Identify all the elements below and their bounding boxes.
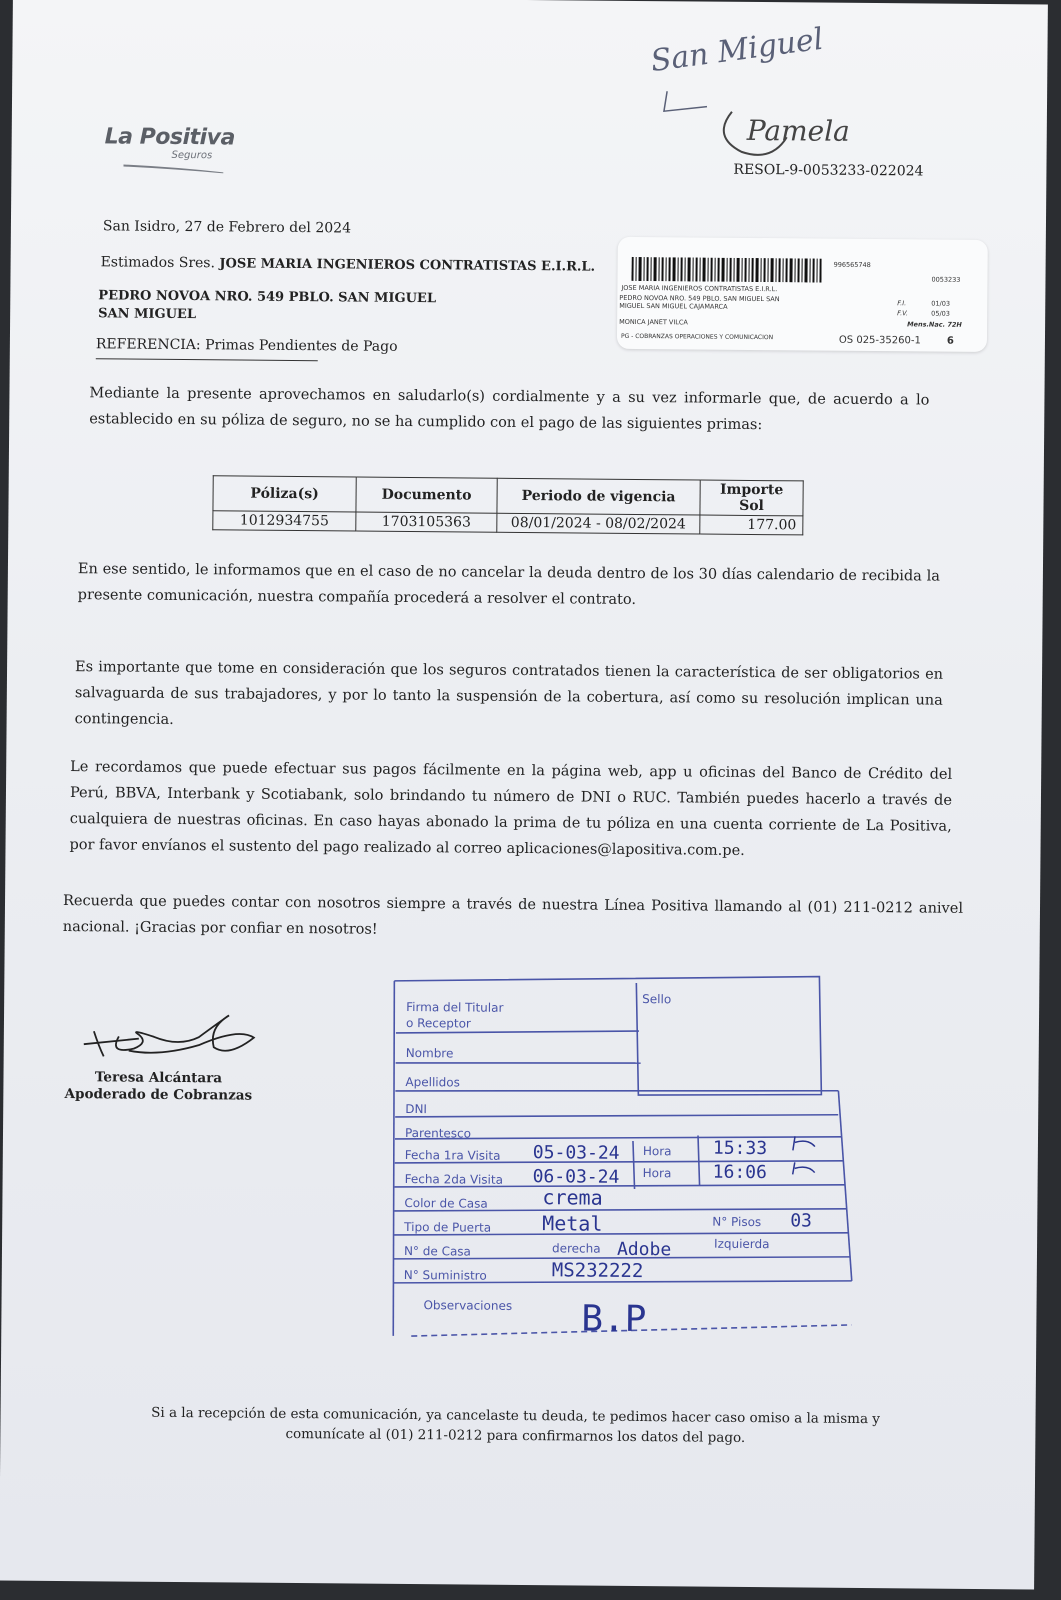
table-header-row [213, 476, 803, 516]
signature-scribble-icon [79, 1006, 260, 1073]
stamp-pisos-label: N° Pisos [712, 1214, 762, 1230]
stamp-apellidos-label: Apellidos [405, 1074, 460, 1090]
handwritten-annotation [611, 21, 912, 174]
table-cell: 1703105363 [356, 512, 497, 532]
barcode-number: 996565748 [833, 260, 871, 270]
addressee-name: JOSE MARIA INGENIEROS CONTRATISTAS E.I.R.L. [219, 256, 596, 275]
reference-line: REFERENCIA: Primas Pendientes de Pago [96, 336, 318, 361]
premiums-table [212, 475, 803, 535]
label-agent: MONICA JANET VILCA [619, 317, 688, 327]
stamp-receptor-label: o Receptor [405, 1015, 471, 1031]
label-address-1: PEDRO NOVOA NRO. 549 PBLO. SAN MIGUEL SAN [619, 293, 780, 304]
letter-date: San Isidro, 27 de Febrero del 2024 [102, 218, 352, 237]
stamp-hora1-value: 15:33 [712, 1137, 768, 1160]
stamp-puerta-value: Metal [542, 1211, 603, 1236]
address-line-2: SAN MIGUEL [98, 306, 197, 323]
table-header: Póliza(s) [213, 476, 356, 512]
paragraph-2: En ese sentido, le informamos que en el caso de no cancelar la deuda dentro de los 30 días calendario de recibida la presente comunicación, nuestra compañía procederá a resolver el contrato. [77, 561, 940, 608]
address-block [98, 287, 436, 326]
table-header: Documento [356, 477, 497, 513]
stamp-fecha2-value: 06-03-24 [532, 1166, 620, 1188]
table-cell: 177.00 [700, 515, 803, 535]
label-os-suffix: 6 [946, 335, 954, 347]
table-row [213, 511, 803, 535]
stamp-suministro-value: MS232222 [551, 1259, 644, 1283]
stamp-fecha1-value: 05-03-24 [532, 1142, 620, 1164]
signer-block [63, 1069, 253, 1105]
stamp-firma-label: Firma del Titular [406, 999, 504, 1015]
stamp-nombre-label: Nombre [405, 1045, 454, 1061]
label-address-2: MIGUEL SAN MIGUEL CAJAMARCA [619, 301, 728, 311]
paragraph-3: Es importante que tome en consideración que los seguros contratados tienen la característica de ser obligatorios en salvaguarda de sus trabajadores, y por lo tanto la suspensión de la cobertura, así como su resolución implican una contingencia. [74, 659, 944, 728]
label-fi-value: 01/03 [931, 299, 951, 308]
barcode-icon [631, 257, 821, 283]
label-fi-label: F.I. [897, 299, 907, 308]
table-cell: 08/01/2024 - 08/02/2024 [497, 513, 700, 534]
stamp-hora2-value: 16:06 [712, 1161, 767, 1184]
stamp-puerta-label: Tipo de Puerta [404, 1219, 492, 1235]
stamp-derecha-label: derecha [551, 1241, 601, 1256]
logo-swoosh-icon [123, 162, 223, 173]
handwritten-signature-top: Pamela [746, 113, 850, 148]
stamp-material-value: Adobe [616, 1238, 672, 1261]
resolution-code: RESOL-9-0053233-022024 [733, 161, 924, 180]
stamp-fecha1-label: Fecha 1ra Visita [404, 1147, 501, 1163]
stamp-fecha2-label: Fecha 2da Visita [404, 1171, 504, 1187]
company-logo-sub: Seguros [171, 149, 213, 162]
label-fv-value: 05/03 [931, 309, 950, 318]
label-service: Mens.Nac. 72H [907, 320, 962, 329]
stamp-dni-label: DNI [405, 1101, 428, 1117]
stamp-sello-label: Sello [642, 992, 672, 1007]
stamp-observaciones-value: B.P [581, 1298, 647, 1341]
signer-title: Apoderado de Cobranzas [64, 1086, 253, 1104]
stamp-hora2-label: Hora [642, 1166, 672, 1181]
label-fv-label: F.V. [897, 309, 908, 318]
table-header: Periodo de vigencia [497, 478, 700, 515]
address-line-1: PEDRO NOVOA NRO. 549 PBLO. SAN MIGUEL [98, 288, 437, 307]
greeting [101, 254, 596, 274]
label-code: 0053233 [931, 275, 961, 284]
intro-paragraph: Mediante la presente aprovechamos en saludarlo(s) cordialmente y a su vez informarle que, de acuerdo a lo establecido en su póliza de seguro, no se ha cumplido con el pago de las siguientes primas: [89, 385, 930, 434]
label-os-number: OS 025-35260-1 [838, 334, 921, 347]
stamp-casa-label: N° de Casa [403, 1243, 472, 1259]
greeting-prefix: Estimados Sres. [100, 254, 216, 272]
signer-name: Teresa Alcántara [94, 1069, 223, 1087]
table-cell: 1012934755 [213, 511, 356, 531]
stamp-pisos-value: 03 [790, 1210, 813, 1232]
stamp-observaciones-label: Observaciones [423, 1298, 513, 1313]
paragraph-4: Le recordamos que puede efectuar sus pagos fácilmente en la página web, app u oficinas del Banco de Crédito del Perú, BBVA, Interbank y Scotiabank, solo brindando tu número de DNI o RUC. También puedes hacerlo a través de cualquiera de nuestras oficinas. En caso hayas abonado la prima de tu póliza en una cuenta corriente de La Positiva, por favor envíanos el sustento del pago realizado al correo aplicaciones@lapositiva.com.pe. [69, 759, 953, 859]
stamp-color-label: Color de Casa [404, 1195, 488, 1211]
stamp-suministro-label: N° Suministro [403, 1267, 487, 1283]
paragraph-5: Recuerda que puedes contar con nosotros siempre a través de nuestra Línea Positiva llamando al (01) 211-0212 anivel nacional. ¡Gracias por confiar en nosotros! [62, 892, 964, 938]
company-logo: La Positiva [104, 124, 235, 151]
label-name: JOSE MARIA INGENIEROS CONTRATISTAS E.I.R.L. [621, 283, 778, 294]
courier-stamp [381, 961, 874, 1365]
stamp-color-value: crema [542, 1185, 603, 1210]
mail-label [617, 237, 988, 352]
stamp-parentesco-label: Parentesco [404, 1125, 472, 1141]
table-header: Importe Sol [700, 480, 803, 516]
handwritten-location: San Miguel [648, 21, 826, 80]
stamp-izquierda-label: Izquierda [714, 1236, 770, 1252]
footer-note: Si a la recepción de esta comunicación, ya cancelaste tu deuda, te pedimos hacer caso omiso a la misma y comunícate al (01) 211-0212 para confirmarnos los datos del pago. [151, 1404, 881, 1446]
stamp-hora1-label: Hora [642, 1144, 672, 1159]
label-department: PG - COBRANZAS OPERACIONES Y COMUNICACION [620, 332, 774, 342]
